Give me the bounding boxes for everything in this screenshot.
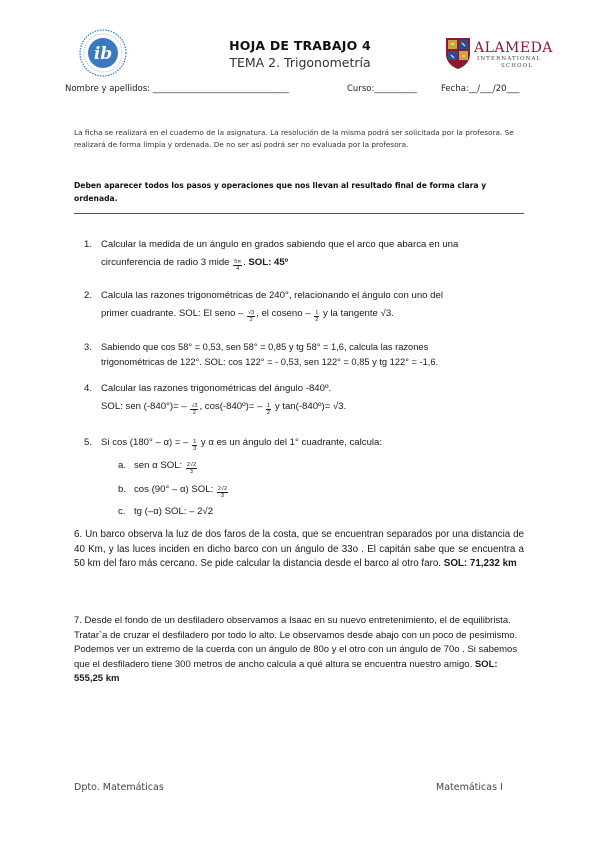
school-crest-icon (444, 36, 472, 70)
question-5b: b. cos (90° – α) SOL: $\frac{2√2}{3}$ (118, 484, 228, 499)
intro-paragraph: La ficha se realizará en el cuaderno de la asignatura. La resolución de la misma podrá ser solicitada por la profesora. Se realizará de forma limpia y ordenada. De no ser así podrá ser no evaluada por la profesora. (74, 128, 514, 150)
question-number: 3. (84, 342, 92, 352)
question-number: 1. (84, 239, 93, 250)
question-3 (84, 340, 524, 374)
question-1: 1. Calcular la medida de un ángulo en grados sabiendo que el arco que abarca en una circunferencia de radio 3 mide $\frac{5\pi}{4}$ . SOL: 45º (84, 236, 524, 272)
question-6 (74, 528, 524, 572)
school-subtitle-1: INTERNATIONAL (477, 56, 542, 62)
footer-department: Dpto. Matemáticas (74, 782, 164, 793)
name-field[interactable]: Nombre y apellidos: ________________________________ (65, 84, 289, 94)
page-title: HOJA DE TRABAJO 4 (229, 38, 371, 53)
question-text: 6. Un barco observa la luz de dos faros de la costa, que se encuentran separados por una distancia de 40 Km, y las luces inciden en dicho barco con un ángulo de 33o . El capitán sabe que se encuentra a 50 km del faro más cercano. Se pide calcular la distancia desde el barco al otro faro. (74, 529, 524, 570)
question-text: Calcular las razones trigonométricas del ángulo -840º. (101, 383, 332, 394)
date-field[interactable]: Fecha:__/___/20___ (441, 84, 520, 94)
ib-logo (78, 28, 128, 78)
question-text: circunferencia de radio 3 mide (101, 257, 230, 268)
question-text: Calcula las razones trigonométricas de 240°, relacionando el ángulo con uno del (101, 290, 443, 301)
course-field[interactable]: Curso:__________ (347, 84, 417, 94)
question-4 (84, 380, 524, 416)
question-text: Sabiendo que cos 58° = 0,53, sen 58° = 0,85 y tg 58° = 1,6, calcula las razones (101, 342, 429, 352)
intro-instructions: Deben aparecer todos los pasos y operaciones que nos llevan al resultado final de forma clara y ordenada. (74, 181, 487, 203)
question-7 (74, 614, 526, 687)
solution: trigonométricas de 122°. SOL: cos 122° = - 0,53, sen 122° = 0,85 y tg 122° = -1,6. (101, 357, 439, 367)
question-number: 4. (84, 383, 93, 394)
question-5c: c. tg (–α) SOL: – 2√2 (118, 506, 214, 517)
footer-subject: Matemáticas I (436, 782, 503, 793)
question-text: 7. Desde el fondo de un desfiladero observamos a Isaac en su nuevo entretenimiento, el de equilibrista. Tratar`a de cruzar el desfiladero por todo lo alto. Le observamos desde abajo con un poco de pesimismo. Podemos ver un extremo de la cuerda con un ángulo de 80o y el otro con un ángulo de 70o . Si sabemos que el desfiladero tiene 300 metros de ancho calcula a qué altura se encuentra nuestro amigo. (74, 615, 518, 670)
question-number: 5. (84, 437, 93, 448)
school-name: ALAMEDA (474, 40, 553, 56)
question-2 (84, 287, 524, 323)
ib-logo-text: ib (93, 44, 113, 64)
school-subtitle-2: SCHOOL (501, 63, 534, 69)
question-5 (84, 434, 524, 520)
question-number: 2. (84, 290, 93, 301)
fraction: $\frac{5\pi}{4}$ (234, 259, 242, 272)
question-text: Calcular la medida de un ángulo en grados sabiendo que el arco que abarca en una (101, 239, 459, 250)
solution: SOL: sen (-840°)= – $\frac{√3}{2}$ , cos(-840º)= – $\frac{1}{2}$ y tan(-840º)= √3. (101, 401, 347, 416)
solution: primer cuadrante. SOL: El seno – $\frac{√3}{2}$ , el coseno – $\frac{1}{2}$ y la tangente √3. (101, 308, 394, 323)
solution: SOL: 555,25 km (74, 658, 498, 685)
school-logo (444, 36, 564, 76)
divider (74, 213, 524, 214)
solution: SOL: 71,232 km (443, 558, 517, 570)
solution: SOL: 45º (248, 257, 289, 268)
page-subtitle: TEMA 2. Trigonometría (229, 55, 371, 70)
question-text: Si cos (180° – α) = – $\frac{1}{3}$ y α es un ángulo del 1° cuadrante, calcula: (101, 437, 383, 452)
question-5a: a. sen α SOL: $\frac{2√2}{3}$ (118, 460, 197, 475)
